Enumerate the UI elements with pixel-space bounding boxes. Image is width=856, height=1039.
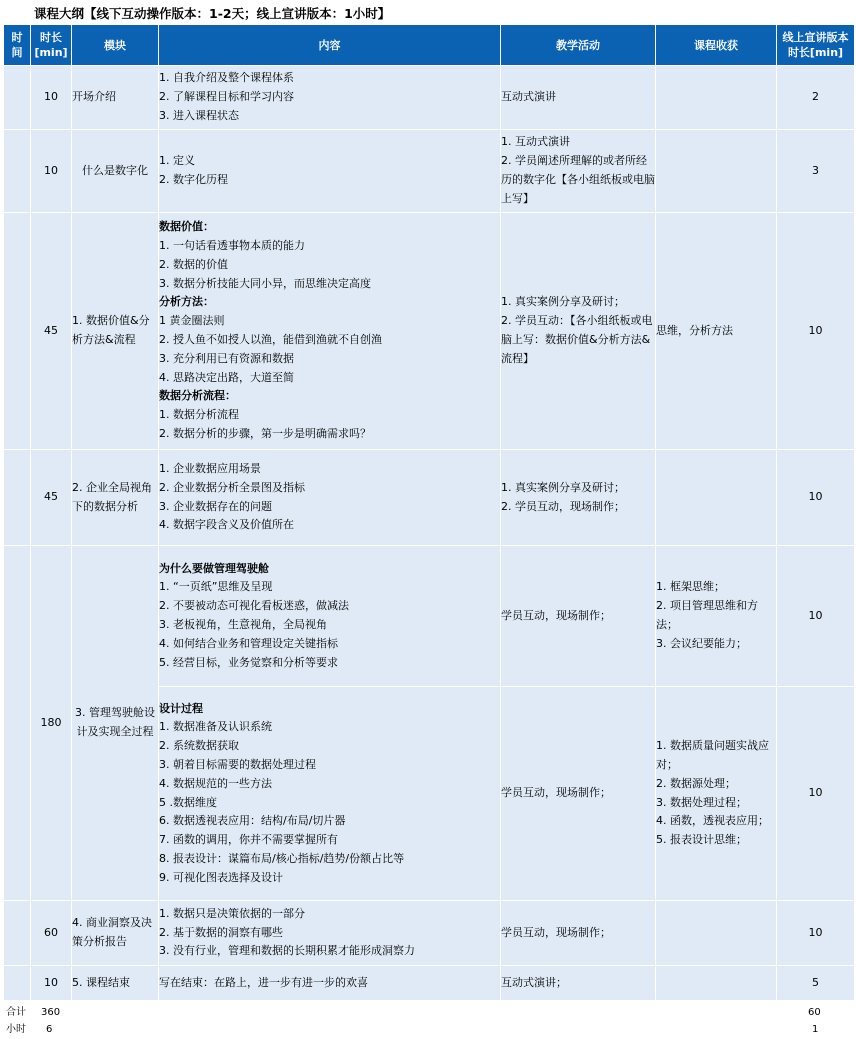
content-line: 2. 了解课程目标和学习内容 bbox=[159, 90, 294, 104]
time-cell bbox=[4, 213, 31, 450]
content-line: 1 黄金圈法则 bbox=[159, 314, 225, 328]
activity-cell bbox=[501, 966, 656, 1001]
module-cell: 4. 商业洞察及决策分析报告 bbox=[72, 901, 159, 966]
online-duration-cell: 2 bbox=[777, 66, 855, 130]
module-cell: 什么是数字化 bbox=[72, 130, 159, 213]
content-line: 1. 数据准备及认识系统 bbox=[159, 720, 272, 734]
outcome-line: 3. 会议纪要能力； bbox=[656, 636, 747, 650]
content-line: 2. 企业数据分析全景图及指标 bbox=[159, 480, 305, 494]
online-duration-cell: 10 bbox=[777, 901, 855, 966]
module-cell: 5. 课程结束 bbox=[72, 966, 159, 1001]
header-activity: 教学活动 bbox=[501, 25, 656, 66]
content-cell bbox=[159, 687, 501, 901]
content-line: 3. 数据分析技能大同小异，而思维决定高度 bbox=[159, 276, 371, 290]
activity-line: 2. 学员互动：【各小组纸板或电脑上写：数据价值&分析方法&流程】 bbox=[501, 314, 653, 365]
header-duration: 时长[min] bbox=[31, 25, 72, 66]
online-duration-cell: 5 bbox=[777, 966, 855, 1001]
content-line: 2. 系统数据获取 bbox=[159, 739, 239, 753]
header-row bbox=[4, 25, 855, 66]
content-cell bbox=[159, 546, 501, 687]
outcome-cell bbox=[656, 901, 777, 966]
content-line: 8. 报表设计：谋篇布局/核心指标/趋势/份额占比等 bbox=[159, 851, 405, 865]
content-line: 2. 不要被动态可视化看板迷惑，做减法 bbox=[159, 599, 349, 613]
outcome-line: 1. 框架思维； bbox=[656, 580, 725, 594]
activity-cell bbox=[501, 130, 656, 213]
outcome-cell bbox=[656, 213, 777, 450]
content-cell bbox=[159, 901, 501, 966]
duration-cell: 45 bbox=[31, 450, 72, 546]
online-duration-cell: 3 bbox=[777, 130, 855, 213]
time-cell bbox=[4, 66, 31, 130]
content-line: 设计过程 bbox=[159, 701, 203, 715]
online-hours: 1 bbox=[812, 1024, 819, 1035]
content-line: 9. 可视化图表选择及设计 bbox=[159, 870, 283, 884]
table-row bbox=[4, 450, 855, 546]
online-duration-cell: 10 bbox=[777, 687, 855, 901]
content-line: 1. 数据只是决策依据的一部分 bbox=[159, 906, 305, 920]
online-duration-cell: 10 bbox=[777, 213, 855, 450]
total-online-minutes: 60 bbox=[808, 1007, 821, 1018]
content-line: 3. 没有行业，管理和数据的长期积累才能形成洞察力 bbox=[159, 944, 415, 958]
outcome-line: 3. 数据处理过程； bbox=[656, 795, 747, 809]
table-row bbox=[4, 130, 855, 213]
content-line: 2. 数据分析的步骤，第一步是明确需求吗？ bbox=[159, 426, 371, 440]
content-line: 分析方法： bbox=[159, 295, 214, 309]
activity-cell bbox=[501, 687, 656, 901]
activity-line: 学员互动，现场制作； bbox=[501, 786, 611, 800]
header-content: 内容 bbox=[159, 25, 501, 66]
content-line: 7. 函数的调用，你并不需要掌握所有 bbox=[159, 833, 338, 847]
header-outcome: 课程收获 bbox=[656, 25, 777, 66]
outcome-line: 2. 项目管理思维和方法； bbox=[656, 599, 758, 631]
content-line: 1. 企业数据应用场景 bbox=[159, 461, 261, 475]
content-line: 1. 定义 bbox=[159, 154, 195, 168]
outcome-line: 1. 数据质量问题实战应对； bbox=[656, 739, 769, 771]
hours-label: 小时 bbox=[6, 1024, 26, 1035]
content-line: 4. 如何结合业务和管理设定关键指标 bbox=[159, 636, 338, 650]
content-line: 4. 数据字段含义及价值所在 bbox=[159, 518, 294, 532]
content-line: 4. 数据规范的一些方法 bbox=[159, 776, 272, 790]
activity-line: 1. 互动式演讲 bbox=[501, 135, 570, 149]
content-line: 5 .数据维度 bbox=[159, 795, 217, 809]
outcome-cell bbox=[656, 546, 777, 687]
outcome-line: 5. 报表设计思维； bbox=[656, 833, 747, 847]
activity-line: 1. 真实案例分享及研讨； bbox=[501, 295, 625, 309]
module-cell: 1. 数据价值&分析方法&流程 bbox=[72, 213, 159, 450]
content-line: 5. 经营目标，业务觉察和分析等要求 bbox=[159, 655, 338, 669]
total-minutes: 360 bbox=[41, 1007, 61, 1018]
content-line: 1. 一句话看透事物本质的能力 bbox=[159, 239, 305, 253]
duration-cell: 45 bbox=[31, 213, 72, 450]
content-line: 2. 数字化历程 bbox=[159, 173, 228, 186]
activity-cell bbox=[501, 66, 656, 130]
duration-cell: 10 bbox=[31, 66, 72, 130]
outcome-cell bbox=[656, 687, 777, 901]
content-line: 3. 充分利用已有资源和数据 bbox=[159, 351, 294, 365]
content-cell bbox=[159, 213, 501, 450]
time-cell bbox=[4, 546, 31, 901]
activity-cell bbox=[501, 213, 656, 450]
table-row bbox=[4, 966, 855, 1001]
outcome-cell bbox=[656, 450, 777, 546]
content-line: 2. 数据的价值 bbox=[159, 257, 228, 271]
content-cell bbox=[159, 130, 501, 213]
outcome-cell bbox=[656, 966, 777, 1001]
activity-line: 2. 学员互动，现场制作； bbox=[501, 499, 625, 513]
content-line: 写在结束：在路上，进一步有进一步的欢喜 bbox=[159, 975, 368, 989]
module-cell: 2. 企业全局视角下的数据分析 bbox=[72, 450, 159, 546]
content-line: 数据价值： bbox=[159, 220, 214, 234]
activity-line: 1. 真实案例分享及研讨； bbox=[501, 480, 625, 494]
online-duration-cell: 10 bbox=[777, 450, 855, 546]
content-line: 3. 朝着目标需要的数据处理过程 bbox=[159, 757, 316, 771]
header-time: 时间 bbox=[4, 25, 31, 66]
content-cell bbox=[159, 450, 501, 546]
activity-line: 互动式演讲 bbox=[501, 90, 556, 104]
outcome-cell bbox=[656, 130, 777, 213]
activity-cell bbox=[501, 450, 656, 546]
activity-line: 2. 学员阐述所理解的或者所经历的数字化【各小组纸板或电脑上写】 bbox=[501, 154, 655, 205]
activity-cell bbox=[501, 901, 656, 966]
activity-line: 学员互动，现场制作； bbox=[501, 925, 611, 939]
content-line: 数据分析流程： bbox=[159, 389, 236, 403]
module-cell: 3. 管理驾驶舱设计及实现全过程 bbox=[72, 546, 159, 901]
outcome-line: 2. 数据源处理； bbox=[656, 776, 736, 790]
content-line: 1. 自我介绍及整个课程体系 bbox=[159, 71, 294, 85]
header-online-duration: 线上宣讲版本时长[min] bbox=[777, 25, 855, 66]
outcome-cell bbox=[656, 66, 777, 130]
outcome-line: 思维，分析方法 bbox=[656, 323, 733, 337]
time-cell bbox=[4, 130, 31, 213]
content-line: 2. 授人鱼不如授人以渔，能借到渔就不自创渔 bbox=[159, 333, 382, 346]
page-title: 课程大纲【线下互动操作版本：1-2天；线上宣讲版本：1小时】 bbox=[34, 6, 391, 21]
duration-cell: 180 bbox=[31, 546, 72, 901]
header-module: 模块 bbox=[72, 25, 159, 66]
content-line: 3. 企业数据存在的问题 bbox=[159, 499, 272, 513]
table-row bbox=[4, 546, 855, 687]
content-cell bbox=[159, 966, 501, 1001]
content-line: 2. 基于数据的洞察有哪些 bbox=[159, 925, 283, 939]
content-line: 3. 进入课程状态 bbox=[159, 108, 239, 122]
content-line: 4. 思路决定出路，大道至简 bbox=[159, 370, 294, 384]
table-row bbox=[4, 901, 855, 966]
content-line: 1. 数据分析流程 bbox=[159, 408, 239, 422]
content-line: 为什么要做管理驾驶舱 bbox=[159, 561, 269, 575]
module-cell: 开场介绍 bbox=[72, 66, 159, 130]
time-cell bbox=[4, 450, 31, 546]
activity-line: 学员互动，现场制作； bbox=[501, 608, 611, 622]
content-line: 6. 数据透视表应用：结构/布局/切片器 bbox=[159, 814, 346, 828]
duration-cell: 10 bbox=[31, 966, 72, 1001]
duration-cell: 60 bbox=[31, 901, 72, 966]
time-cell bbox=[4, 966, 31, 1001]
table-row bbox=[4, 213, 855, 450]
content-line: 3. 老板视角，生意视角，全局视角 bbox=[159, 618, 327, 631]
time-cell bbox=[4, 901, 31, 966]
duration-cell: 10 bbox=[31, 130, 72, 213]
online-duration-cell: 10 bbox=[777, 546, 855, 687]
content-line: 1. “一页纸”思维及呈现 bbox=[159, 580, 273, 594]
course-outline-table bbox=[3, 24, 855, 1001]
activity-line: 互动式演讲； bbox=[501, 975, 567, 989]
activity-cell bbox=[501, 546, 656, 687]
outcome-line: 4. 函数，透视表应用； bbox=[656, 814, 769, 828]
total-label: 合计 bbox=[6, 1007, 26, 1018]
content-cell bbox=[159, 66, 501, 130]
total-hours: 6 bbox=[46, 1024, 53, 1035]
table-row bbox=[4, 66, 855, 130]
